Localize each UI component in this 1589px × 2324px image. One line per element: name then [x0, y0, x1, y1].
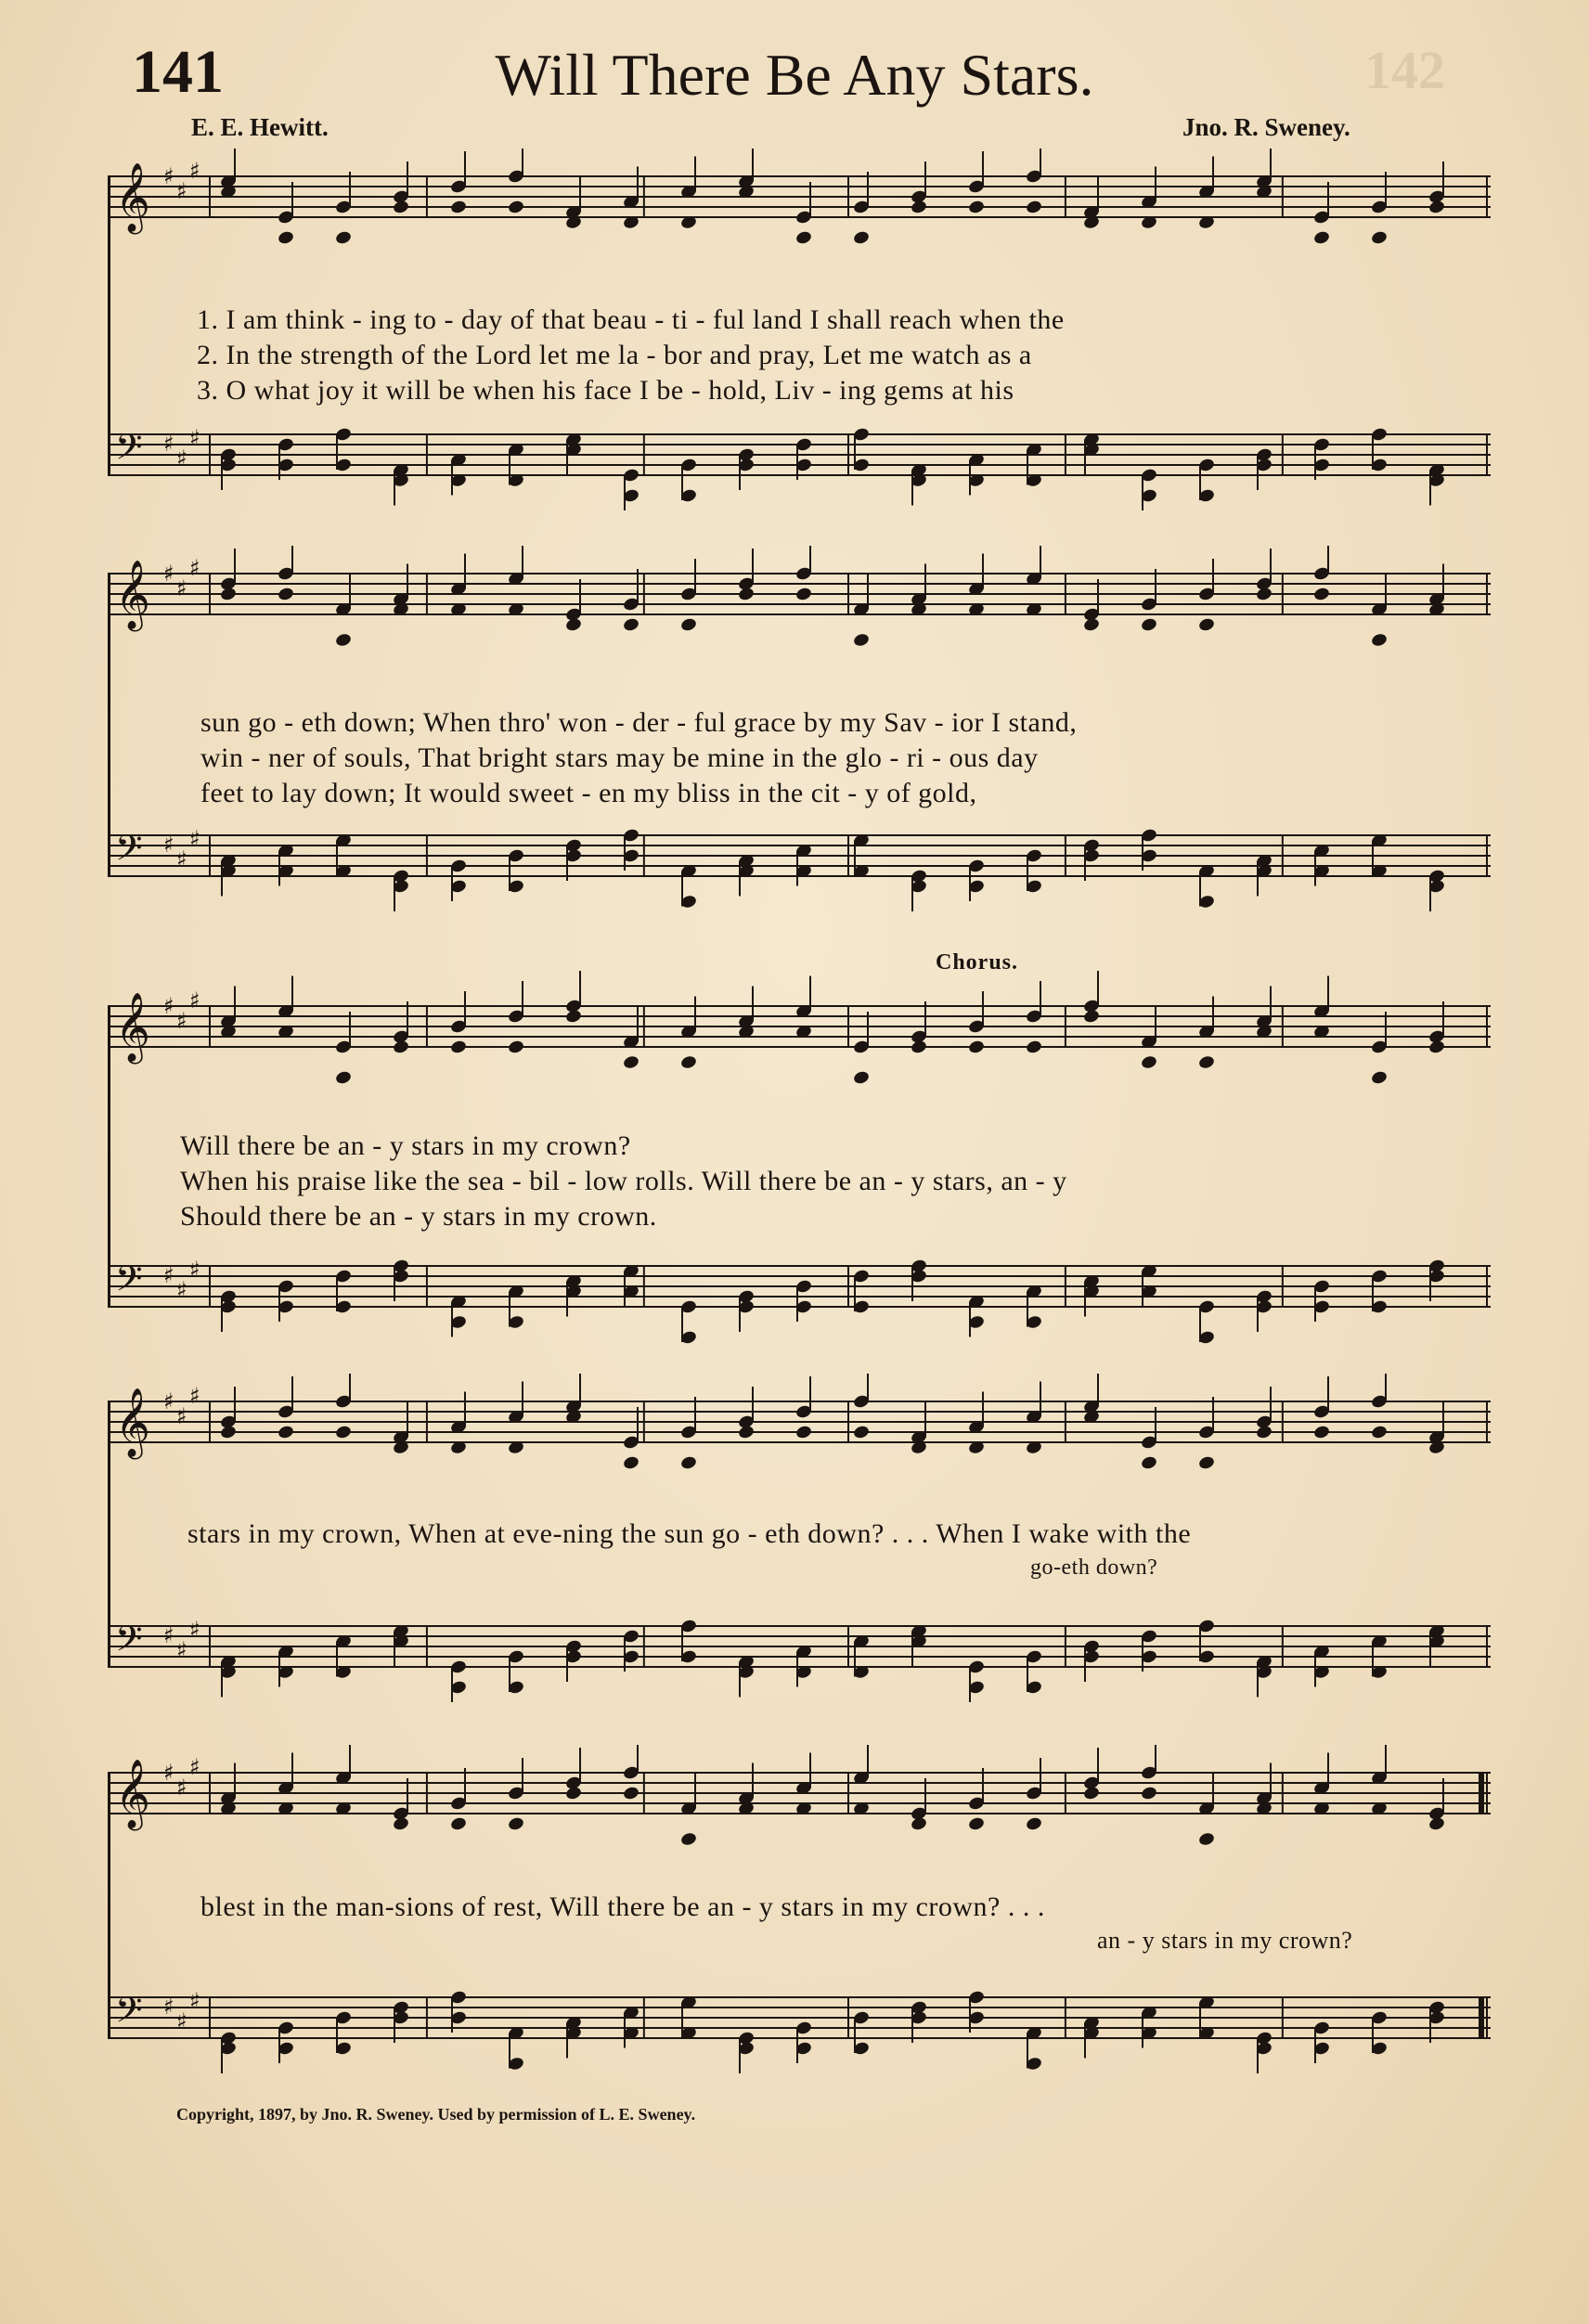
lyricist: E. E. Hewitt.: [191, 113, 329, 141]
lyric-verse-1: 1. I am think - ing to - day of that beau - ti - ful land I shall reach when the: [197, 304, 1065, 335]
lyric-verse-1: sun go - eth down; When thro' won - der - ful grace by my Sav - ior I stand,: [200, 707, 1078, 738]
svg-text:♯: ♯: [176, 178, 187, 204]
svg-text:♯: ♯: [176, 1277, 187, 1303]
hymn-number: 141: [132, 38, 224, 106]
svg-text:♯: ♯: [163, 1760, 174, 1786]
svg-text:♯: ♯: [163, 431, 174, 457]
svg-text:♯: ♯: [189, 1383, 200, 1409]
svg-text:♯: ♯: [163, 832, 174, 858]
svg-text:𝄢: 𝄢: [115, 1618, 143, 1668]
svg-text:♯: ♯: [163, 1622, 174, 1648]
svg-text:𝄞: 𝄞: [115, 1760, 150, 1828]
svg-text:♯: ♯: [189, 1257, 200, 1283]
score-staff-graphic: [108, 148, 1491, 529]
lyric-verse-1: Will there be an - y stars in my crown?: [180, 1130, 631, 1161]
music-system-3: [108, 947, 1491, 1346]
composer: Jno. R. Sweney.: [1182, 113, 1350, 141]
svg-text:♯: ♯: [163, 561, 174, 587]
copyright-notice: Copyright, 1897, by Jno. R. Sweney. Used by permission of L. E. Sweney.: [176, 2105, 696, 2124]
svg-text:♯: ♯: [189, 425, 200, 451]
svg-text:𝄢: 𝄢: [115, 426, 143, 476]
svg-text:♯: ♯: [189, 826, 200, 852]
svg-text:𝄢: 𝄢: [115, 827, 143, 877]
bleed-through-number: 142: [1364, 40, 1445, 100]
svg-text:♯: ♯: [176, 1775, 187, 1801]
lyric-verse-2: When his praise like the sea - bil - low rolls. Will there be an - y stars, an - y: [180, 1166, 1067, 1196]
hymn-title: Will There Be Any Stars.: [495, 42, 1094, 108]
svg-text:𝄞: 𝄞: [115, 993, 150, 1062]
svg-text:♯: ♯: [189, 555, 200, 581]
svg-text:♯: ♯: [163, 1262, 174, 1288]
svg-text:♯: ♯: [176, 1008, 187, 1034]
svg-text:♯: ♯: [189, 1617, 200, 1643]
svg-text:𝄢: 𝄢: [115, 1258, 143, 1308]
lyric-verse-3: 3. O what joy it will be when his face I be - hold, Liv - ing gems at his: [197, 375, 1014, 406]
svg-text:♯: ♯: [176, 575, 187, 601]
music-system-1: [108, 148, 1491, 529]
lyric-verse-2: win - ner of souls, That bright stars may be mine in the glo - ri - ous day: [200, 742, 1039, 773]
svg-text:♯: ♯: [189, 988, 200, 1014]
chorus-label: Chorus.: [936, 950, 1019, 975]
svg-text:𝄞: 𝄞: [115, 561, 150, 629]
lyric-verse-3: Should there be an - y stars in my crown.: [180, 1201, 657, 1232]
svg-text:♯: ♯: [176, 445, 187, 471]
music-system-5: [108, 1745, 1491, 2098]
svg-text:♯: ♯: [176, 1403, 187, 1429]
lyric-verse-2: 2. In the strength of the Lord let me la - bor and pray, Let me watch as a: [197, 340, 1032, 370]
svg-text:♯: ♯: [163, 163, 174, 189]
music-system-2: [108, 546, 1491, 926]
lyric-line: stars in my crown, When at eve-ning the sun go - eth down? . . . When I wake with the: [187, 1518, 1192, 1549]
score-staff-graphic: [108, 1374, 1491, 1726]
svg-text:♯: ♯: [163, 1388, 174, 1414]
svg-text:♯: ♯: [189, 158, 200, 184]
svg-text:♯: ♯: [163, 1994, 174, 2020]
svg-text:𝄢: 𝄢: [115, 1989, 143, 2039]
svg-text:♯: ♯: [176, 846, 187, 872]
lyric-line: blest in the man-sions of rest, Will there be an - y stars in my crown? . . .: [200, 1891, 1045, 1922]
svg-text:♯: ♯: [176, 1637, 187, 1663]
lyric-verse-3: feet to lay down; It would sweet - en my bliss in the cit - y of gold,: [200, 778, 977, 808]
alto-sub-text: go-eth down?: [1030, 1556, 1158, 1580]
svg-text:𝄞: 𝄞: [115, 1388, 150, 1457]
svg-text:♯: ♯: [176, 2008, 187, 2034]
alto-sub-text: an - y stars in my crown?: [1097, 1927, 1353, 1954]
music-system-4: [108, 1374, 1491, 1726]
svg-text:♯: ♯: [163, 993, 174, 1019]
svg-text:𝄞: 𝄞: [115, 163, 150, 232]
svg-text:♯: ♯: [189, 1754, 200, 1780]
svg-text:♯: ♯: [189, 1988, 200, 2014]
